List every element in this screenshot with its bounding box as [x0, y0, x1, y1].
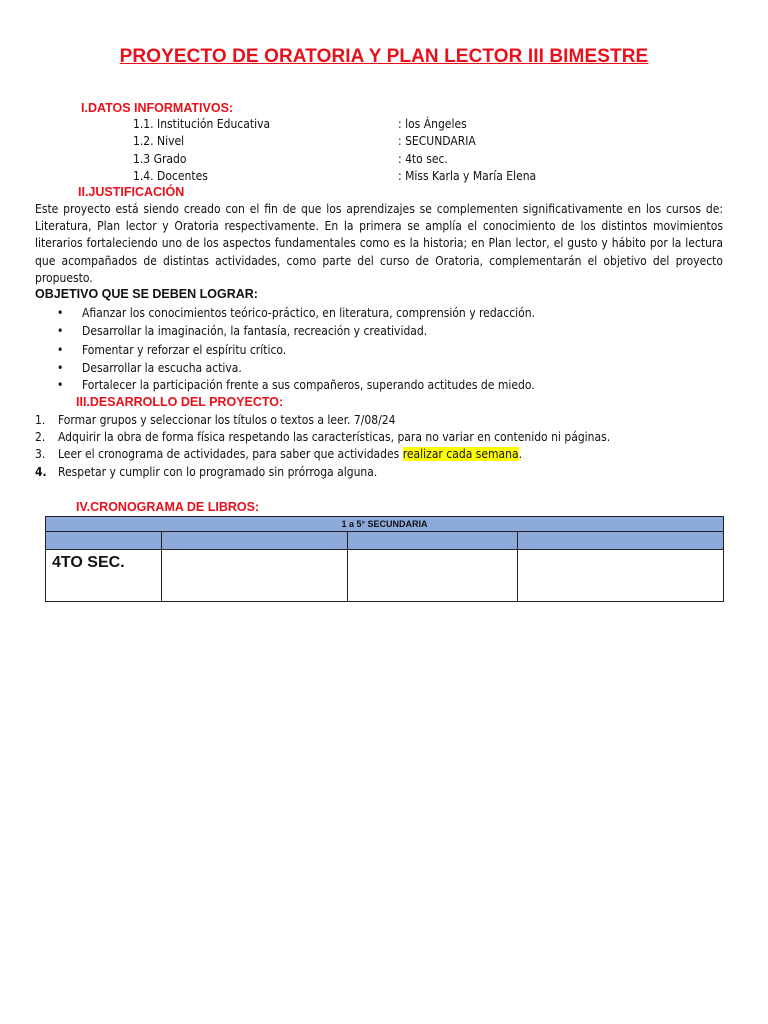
bullet-icon: • — [57, 343, 64, 357]
section-heading-justificacion: II.JUSTIFICACIÓN — [78, 185, 185, 199]
step-number: 2. — [35, 430, 46, 444]
table-cell — [348, 550, 518, 602]
table-cell — [46, 532, 162, 550]
table-row — [46, 550, 724, 602]
table-cell — [518, 532, 724, 550]
info-value: : 4to sec. — [398, 152, 448, 166]
info-value: : Miss Karla y María Elena — [398, 169, 537, 183]
info-row — [0, 134, 768, 150]
table-header-row — [46, 517, 724, 532]
info-row — [0, 117, 768, 133]
step-text-end: . — [518, 447, 523, 461]
step-text-part: Leer el cronograma de actividades, para saber que actividades — [58, 447, 403, 461]
table-cell — [348, 532, 518, 550]
section-heading-cronograma: IV.CRONOGRAMA DE LIBROS: — [76, 500, 260, 514]
step-text: Adquirir la obra de forma física respetando las características, para no variar en contenido ni páginas. — [58, 430, 611, 444]
info-label: 1.4. Docentes — [133, 169, 208, 183]
table-cell — [518, 550, 724, 602]
table-cell — [162, 532, 348, 550]
section-heading-desarrollo: III.DESARROLLO DEL PROYECTO: — [76, 395, 284, 409]
info-row — [0, 152, 768, 168]
objective-text: Afianzar los conocimientos teórico-práctico, en literatura, comprensión y redacción. — [82, 306, 536, 320]
info-label: 1.2. Nivel — [133, 134, 185, 148]
table-cell — [162, 550, 348, 602]
info-label: 1.3 Grado — [133, 152, 187, 166]
info-row — [0, 169, 768, 185]
justification-paragraph: Este proyecto está siendo creado con el fin de que los aprendizajes se complementen significativamente en los cursos de: Literatura, Plan lector y Oratoria respectivamente. En la primera se amplía el conocimiento de los distintos movimientos literarios fortaleciendo uno de los aspectos fundamentales como es la historia; en Plan lector, el gusto y hábito por la lectura que acompañados de distintas actividades, como parte del curso de Oratoria, complementarán el objetivo del proyecto propuesto. — [35, 202, 723, 285]
table-subheader-row — [46, 532, 724, 550]
objective-text: Fomentar y reforzar el espíritu crítico. — [82, 343, 287, 357]
bullet-icon: • — [57, 361, 64, 375]
bullet-icon: • — [57, 306, 64, 320]
schedule-table — [45, 516, 724, 602]
section-heading-datos: I.DATOS INFORMATIVOS: — [81, 101, 234, 115]
table-header-cell: 1 a 5° SECUNDARIA — [46, 517, 724, 532]
info-value: : los Ángeles — [398, 117, 467, 131]
objective-text: Desarrollar la escucha activa. — [82, 361, 242, 375]
step-number: 3. — [35, 447, 46, 461]
info-value: : SECUNDARIA — [398, 134, 476, 148]
bullet-icon: • — [57, 378, 64, 392]
bullet-icon: • — [57, 324, 64, 338]
info-label: 1.1. Institución Educativa — [133, 117, 271, 131]
document-title: PROYECTO DE ORATORIA Y PLAN LECTOR III BIMESTRE — [119, 46, 649, 67]
step-text: Formar grupos y seleccionar los títulos o textos a leer. 7/08/24 — [58, 413, 396, 427]
step-text — [58, 447, 522, 461]
step-text: Respetar y cumplir con lo programado sin prórroga alguna. — [58, 465, 378, 479]
objective-text: Desarrollar la imaginación, la fantasía, recreación y creatividad. — [82, 324, 428, 338]
objective-text: Fortalecer la participación frente a sus compañeros, superando actitudes de miedo. — [82, 378, 535, 392]
row-label-cell: 4TO SEC. — [46, 550, 162, 602]
objective-heading: OBJETIVO QUE SE DEBEN LOGRAR: — [35, 287, 258, 301]
highlighted-text: realizar cada semana — [402, 447, 519, 461]
step-number: 4. — [35, 465, 47, 479]
step-number: 1. — [35, 413, 46, 427]
